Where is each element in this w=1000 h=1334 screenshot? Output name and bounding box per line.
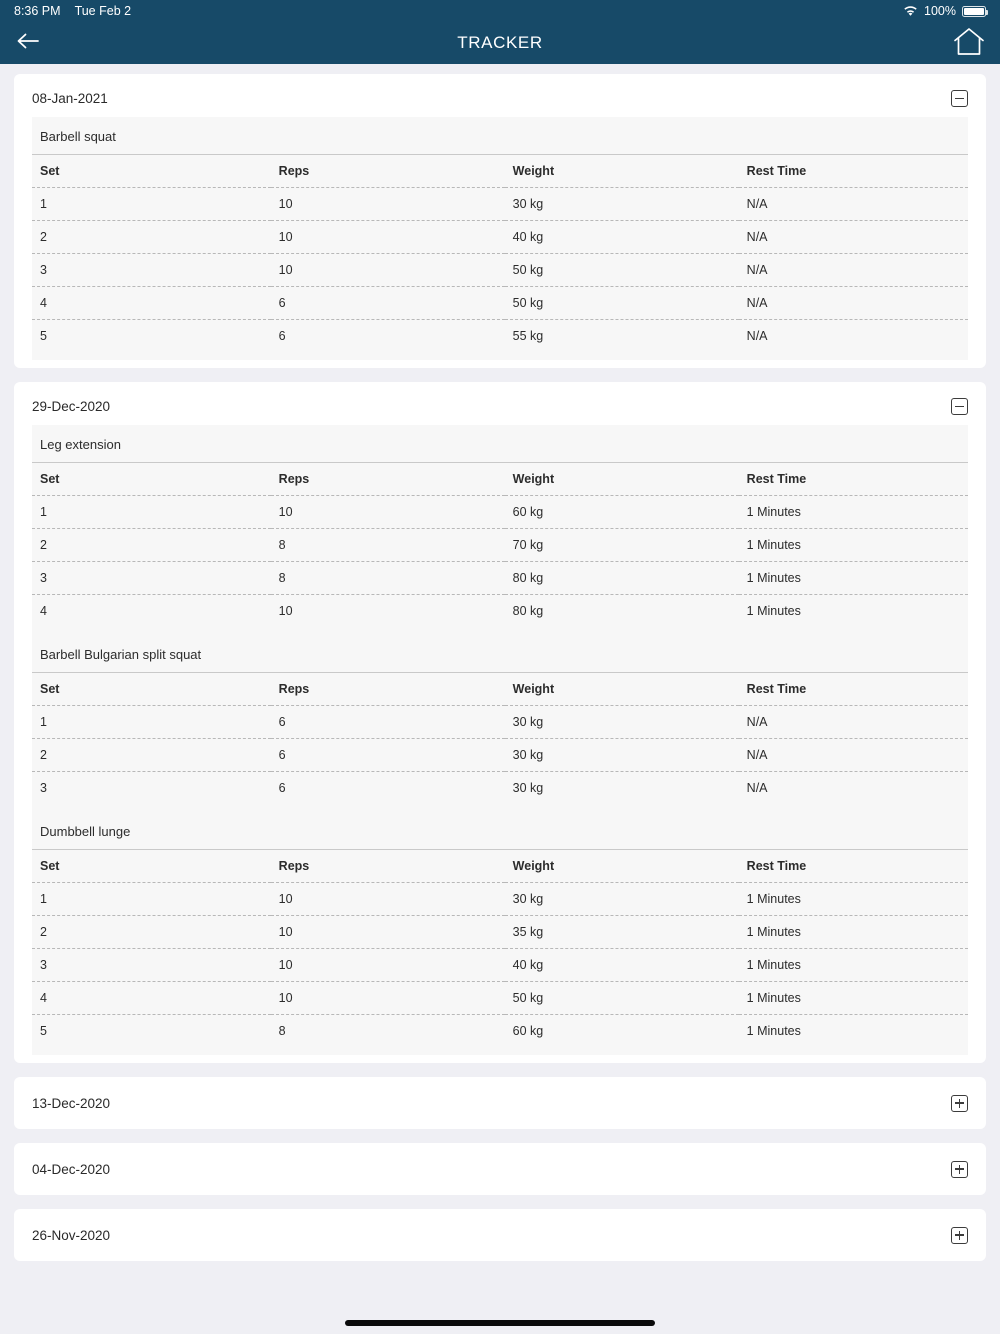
collapse-session-icon[interactable]	[951, 398, 968, 415]
table-cell: 1	[32, 706, 271, 739]
table-cell: 10	[271, 982, 505, 1015]
column-header: Reps	[271, 850, 505, 883]
table-cell: 30 kg	[505, 706, 739, 739]
table-cell: 30 kg	[505, 739, 739, 772]
table-cell: 2	[32, 529, 271, 562]
table-row	[32, 706, 968, 739]
table-cell: 60 kg	[505, 496, 739, 529]
exercise-name: Barbell Bulgarian split squat	[32, 635, 968, 673]
sets-table	[32, 463, 968, 627]
session-card-header[interactable]	[32, 1095, 968, 1112]
table-row	[32, 739, 968, 772]
table-cell: 3	[32, 949, 271, 982]
table-cell: 50 kg	[505, 287, 739, 320]
table-cell: N/A	[739, 221, 968, 254]
table-cell: 10	[271, 949, 505, 982]
exercise-name: Dumbbell lunge	[32, 812, 968, 850]
session-card[interactable]	[14, 1077, 986, 1129]
session-card[interactable]	[14, 74, 986, 368]
table-cell: 2	[32, 916, 271, 949]
navigation-bar	[0, 22, 1000, 64]
column-header: Rest Time	[739, 850, 968, 883]
table-cell: 70 kg	[505, 529, 739, 562]
session-date: 04-Dec-2020	[32, 1161, 111, 1177]
table-row	[32, 595, 968, 628]
column-header: Weight	[505, 673, 739, 706]
table-cell: 30 kg	[505, 883, 739, 916]
table-cell: 1 Minutes	[739, 496, 968, 529]
session-card-header[interactable]	[32, 88, 968, 117]
column-header: Reps	[271, 155, 505, 188]
table-row	[32, 949, 968, 982]
table-cell: 1	[32, 883, 271, 916]
table-row	[32, 772, 968, 805]
table-cell: N/A	[739, 188, 968, 221]
table-cell: 10	[271, 496, 505, 529]
battery-percent: 100%	[924, 4, 956, 18]
table-cell: 10	[271, 221, 505, 254]
column-header: Weight	[505, 850, 739, 883]
table-header-row	[32, 850, 968, 883]
table-row	[32, 320, 968, 353]
table-cell: 10	[271, 254, 505, 287]
table-cell: 6	[278, 781, 286, 795]
table-row	[32, 562, 968, 595]
table-cell: 1 Minutes	[739, 949, 968, 982]
table-cell: 30 kg	[505, 188, 739, 221]
exercise-block	[32, 635, 968, 812]
status-date: Tue Feb 2	[74, 4, 132, 18]
table-cell: 3	[32, 254, 271, 287]
session-date: 29-Dec-2020	[32, 399, 111, 414]
table-cell: N/A	[739, 287, 968, 320]
table-cell: N/A	[739, 739, 968, 772]
table-cell: N/A	[739, 254, 968, 287]
column-header: Weight	[505, 463, 739, 496]
table-cell: 40 kg	[505, 949, 739, 982]
table-cell: 30 kg	[512, 781, 544, 795]
table-cell: 60 kg	[512, 1024, 544, 1038]
session-card-header[interactable]	[32, 1227, 968, 1244]
table-header-row	[32, 463, 968, 496]
session-card[interactable]	[14, 382, 986, 1063]
table-cell: 8	[271, 562, 505, 595]
session-date: 08-Jan-2021	[32, 91, 108, 106]
column-header: Rest Time	[739, 463, 968, 496]
battery-icon	[962, 6, 986, 17]
session-card[interactable]	[14, 1143, 986, 1195]
table-cell: 1 Minutes	[739, 916, 968, 949]
column-header: Reps	[271, 463, 505, 496]
table-header-row	[32, 673, 968, 706]
table-cell: 80 kg	[512, 604, 544, 618]
table-cell: 8	[278, 1024, 286, 1038]
session-card-header[interactable]	[32, 396, 968, 425]
table-cell: 2	[32, 221, 271, 254]
column-header: Set	[32, 673, 271, 706]
table-cell: 6	[271, 739, 505, 772]
session-list[interactable]	[0, 64, 1000, 1334]
column-header: Rest Time	[739, 155, 968, 188]
table-row	[32, 496, 968, 529]
column-header: Set	[32, 155, 271, 188]
page-title: TRACKER	[457, 33, 543, 52]
table-cell: N/A	[746, 781, 768, 795]
table-row	[32, 883, 968, 916]
table-row	[32, 916, 968, 949]
table-cell: 6	[278, 329, 286, 343]
exercise-block	[32, 425, 968, 635]
table-cell: 1 Minutes	[746, 1024, 801, 1038]
table-cell: 1 Minutes	[739, 529, 968, 562]
column-header: Weight	[505, 155, 739, 188]
table-cell: 35 kg	[505, 916, 739, 949]
table-cell: 5	[40, 329, 47, 343]
table-row	[32, 287, 968, 320]
table-cell: 50 kg	[505, 254, 739, 287]
exercise-block	[32, 812, 968, 1055]
table-cell: 10	[271, 883, 505, 916]
status-bar-left	[14, 4, 131, 18]
exercise-name: Barbell squat	[32, 117, 968, 155]
table-cell: N/A	[739, 706, 968, 739]
table-row	[32, 188, 968, 221]
table-cell: 8	[271, 529, 505, 562]
table-cell: N/A	[746, 329, 768, 343]
table-cell: 1 Minutes	[739, 883, 968, 916]
table-header-row	[32, 155, 968, 188]
table-cell: 6	[271, 287, 505, 320]
column-header: Reps	[271, 673, 505, 706]
collapse-session-icon[interactable]	[951, 90, 968, 107]
table-cell: 1 Minutes	[739, 562, 968, 595]
table-row	[32, 1015, 968, 1048]
exercise-name: Leg extension	[32, 425, 968, 463]
table-row	[32, 221, 968, 254]
wifi-icon	[903, 6, 918, 17]
sets-table	[32, 850, 968, 1047]
table-cell: 40 kg	[505, 221, 739, 254]
table-cell: 2	[32, 739, 271, 772]
table-cell: 10	[278, 604, 293, 618]
table-row	[32, 982, 968, 1015]
table-cell: 50 kg	[505, 982, 739, 1015]
session-card[interactable]	[14, 1209, 986, 1261]
expand-session-icon[interactable]	[951, 1161, 968, 1178]
status-time: 8:36 PM	[14, 4, 61, 18]
column-header: Set	[32, 850, 271, 883]
session-date: 26-Nov-2020	[32, 1227, 111, 1243]
table-cell: 1	[32, 496, 271, 529]
table-cell: 10	[271, 916, 505, 949]
table-cell: 1 Minutes	[746, 604, 801, 618]
home-indicator	[345, 1320, 655, 1326]
table-cell: 1 Minutes	[739, 982, 968, 1015]
session-card-header[interactable]	[32, 1161, 968, 1178]
status-bar	[0, 0, 1000, 22]
session-date: 13-Dec-2020	[32, 1095, 111, 1111]
table-cell: 6	[271, 706, 505, 739]
status-bar-right	[903, 4, 986, 18]
table-cell: 4	[32, 982, 271, 1015]
table-cell: 1	[32, 188, 271, 221]
exercise-block	[32, 117, 968, 360]
table-cell: 4	[32, 287, 271, 320]
sets-table	[32, 155, 968, 352]
table-row	[32, 529, 968, 562]
table-cell: 3	[40, 781, 47, 795]
table-cell: 80 kg	[505, 562, 739, 595]
table-cell: 4	[40, 604, 47, 618]
column-header: Set	[32, 463, 271, 496]
sets-table	[32, 673, 968, 804]
table-cell: 10	[271, 188, 505, 221]
column-header: Rest Time	[739, 673, 968, 706]
expand-session-icon[interactable]	[951, 1227, 968, 1244]
table-row	[32, 254, 968, 287]
table-cell: 3	[32, 562, 271, 595]
expand-session-icon[interactable]	[951, 1095, 968, 1112]
table-cell: 5	[40, 1024, 47, 1038]
table-cell: 55 kg	[512, 329, 544, 343]
